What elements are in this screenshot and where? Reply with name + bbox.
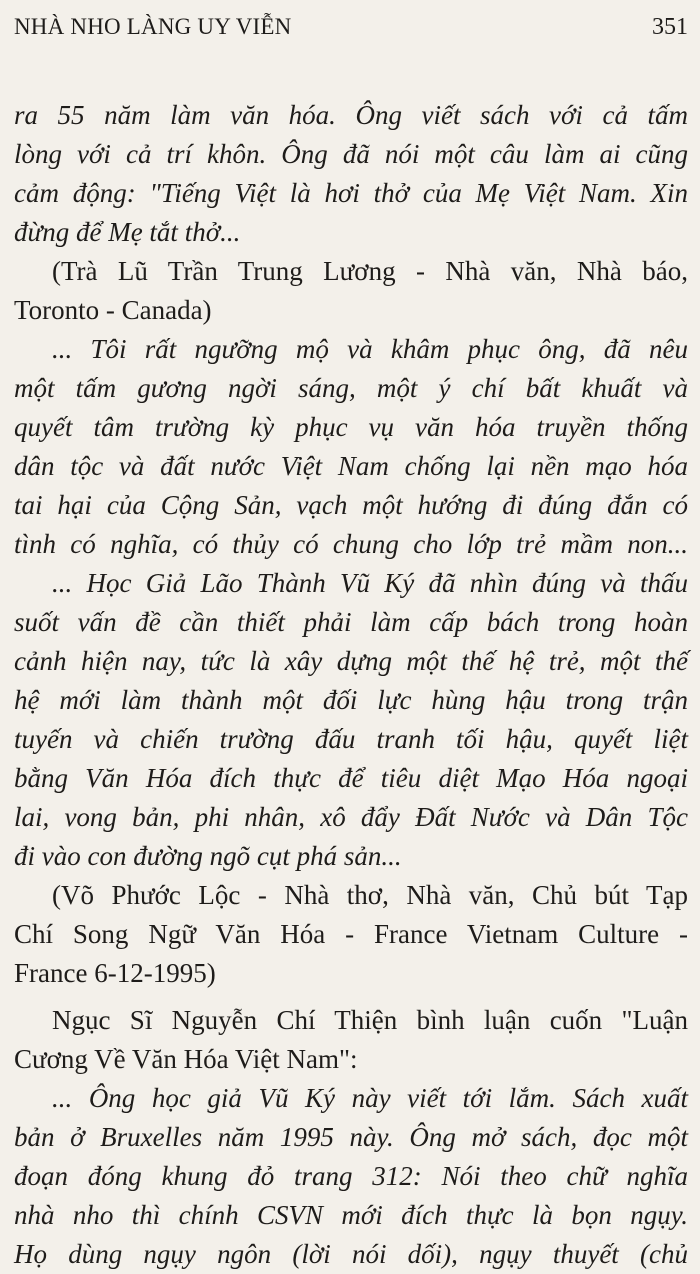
text-line: Ngục Sĩ Nguyễn Chí Thiện bình luận cuốn "Luận (52, 1005, 688, 1035)
text-line: nhà nho thì chính CSVN mới đích thực là bọn ngụy. (14, 1200, 688, 1230)
text-line: một tấm gương ngời sáng, một ý chí bất khuất và (14, 373, 688, 403)
text-line: ... Học Giả Lão Thành Vũ Ký đã nhìn đúng và thấu (52, 568, 688, 598)
text-line: lòng với cả trí khôn. Ông đã nói một câu làm ai cũng (14, 139, 688, 169)
text-line: lai, vong bản, phi nhân, xô đẩy Đất Nước và Dân Tộc (14, 802, 688, 832)
text-line: đừng để Mẹ tắt thở... (14, 217, 241, 247)
text-line: ... Ông học giả Vũ Ký này viết tới lắm. Sách xuất (52, 1083, 688, 1113)
text-line: (Võ Phước Lộc - Nhà thơ, Nhà văn, Chủ bút Tạp (52, 880, 688, 910)
text-line: đi vào con đường ngõ cụt phá sản... (14, 841, 402, 871)
text-line: (Trà Lũ Trần Trung Lương - Nhà văn, Nhà báo, (52, 256, 688, 286)
text-line: hệ mới làm thành một đối lực hùng hậu trong trận (14, 685, 688, 715)
text-line: Họ dùng ngụy ngôn (lời nói dối), ngụy thuyết (chủ (14, 1239, 688, 1269)
text-line: Cương Về Văn Hóa Việt Nam": (14, 1044, 358, 1074)
text-line: bản ở Bruxelles năm 1995 này. Ông mở sách, đọc một (14, 1122, 688, 1152)
text-line: tình có nghĩa, có thủy có chung cho lớp trẻ mầm non... (14, 529, 688, 559)
text-line: ra 55 năm làm văn hóa. Ông viết sách với cả tấm (14, 100, 688, 130)
text-line: suốt vấn đề cần thiết phải làm cấp bách trong hoàn (14, 607, 688, 637)
body-text (14, 96, 688, 1274)
text-line: bằng Văn Hóa đích thực để tiêu diệt Mạo Hóa ngoại (14, 763, 688, 793)
page-number: 351 (652, 14, 688, 40)
text-line: cảnh hiện nay, tức là xây dựng một thế hệ trẻ, một thế (14, 646, 688, 676)
text-line: cảm động: "Tiếng Việt là hơi thở của Mẹ Việt Nam. Xin (14, 178, 688, 208)
text-line: đoạn đóng khung đỏ trang 312: Nói theo chữ nghĩa (14, 1161, 688, 1191)
running-title: NHÀ NHO LÀNG UY VIỄN (14, 14, 292, 39)
page-header (14, 14, 688, 48)
text-line: tuyến và chiến trường đấu tranh tối hậu, quyết liệt (14, 724, 688, 754)
text-line: Toronto - Canada) (14, 295, 212, 325)
text-line: France 6-12-1995) (14, 958, 216, 988)
text-line: dân tộc và đất nước Việt Nam chống lại nền mạo hóa (14, 451, 688, 481)
text-line: ... Tôi rất ngưỡng mộ và khâm phục ông, đã nêu (52, 334, 688, 364)
text-line: quyết tâm trường kỳ phục vụ văn hóa truyền thống (14, 412, 688, 442)
text-line: Chí Song Ngữ Văn Hóa - France Vietnam Culture - (14, 919, 688, 949)
text-line: tai hại của Cộng Sản, vạch một hướng đi đúng đắn có (14, 490, 688, 520)
